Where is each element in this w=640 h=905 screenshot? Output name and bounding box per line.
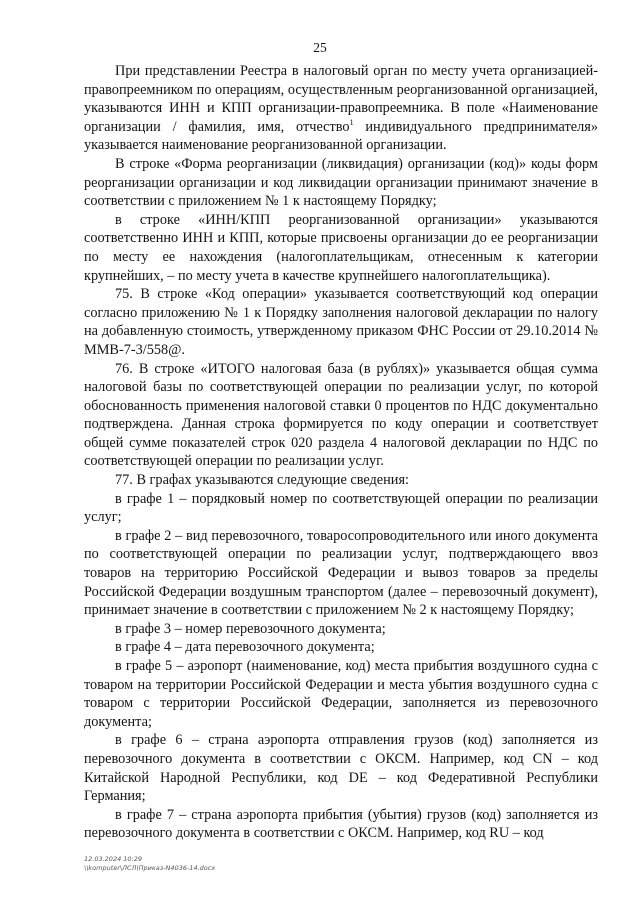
body-text [84, 62, 598, 843]
paragraph-inn-kpp: в строке «ИНН/КПП реорганизованной организации» указываются соответственно ИНН и КПП, которые присвоены организации до ее реорганизации по месту ее нахождения (налогоплательщикам, отнесенным к категории крупнейших, – по месту учета в качестве крупнейшего налогоплательщика). [84, 211, 598, 284]
paragraph-column-3: в графе 3 – номер перевозочного документа; [115, 620, 386, 637]
paragraph-registry-submission: При представлении Реестра в налоговый орган по месту учета организацией-правопреемником по операциям, осуществленным реорганизованной организацией, указываются ИНН и КПП организации-правопреемника. В поле «Наименование организации / фамилия, имя, отчество$^1$ индивидуального предпринимателя» указывается наименование реорганизованной организации. [84, 63, 598, 154]
paragraph-column-2: в графе 2 – вид перевозочного, товаросопроводительного или иного документа по соответствующей операции по реализации услуг, подтверждающего ввоз товаров на территорию Российской Федерации и вывоз товаров за пределы Российской Федерации воздушным транспортом (далее – перевозочный документ), принимает значение в соответствии с приложением № 2 к настоящему Порядку; [84, 527, 598, 619]
paragraph-77: 77. В графах указываются следующие сведения: [115, 472, 410, 489]
print-stamp [84, 855, 215, 873]
paragraph-column-4: в графе 4 – дата перевозочного документа; [115, 639, 375, 656]
paragraph-column-7: в графе 7 – страна аэропорта прибытия (убытия) грузов (код) заполняется из перевозочного документа в соответствии с ОКСМ. Например, код RU – код [84, 806, 598, 842]
paragraph-column-1: в графе 1 – порядковый номер по соответствующей операции по реализации услуг; [84, 490, 598, 526]
paragraph-76: 76. В строке «ИТОГО налоговая база (в рублях)» указывается общая сумма налоговой базы по соответствующей операции по реализации услуг, по которой обоснованность применения налоговой ставки 0 процентов по НДС документально подтверждена. Данная строка формируется по коду операции и соответствует общей сумме показателей строк 020 раздела 4 налоговой декларации по НДС по соответствующей операции по реализации услуг. [84, 360, 598, 470]
print-stamp-path: \\komputer\ЛСЛ\Приказ-N4036-14.docx [84, 864, 216, 872]
paragraph-reorganization-form: В строке «Форма реорганизации (ликвидация) организации (код)» коды форм реорганизации организации и код ликвидации организации принимают значение в соответствии с приложением № 1 к настоящему Порядку; [84, 155, 598, 210]
paragraph-column-6: в графе 6 – страна аэропорта отправления грузов (код) заполняется из перевозочного документа в соответствии с ОКСМ. Например, код CN – код Китайской Народной Республики, код DE – код Федеративной Республики Германия; [84, 732, 598, 805]
print-stamp-date: 12.03.2024 10:29 [84, 855, 143, 863]
page-number: 25 [313, 40, 327, 55]
paragraph-75: 75. В строке «Код операции» указывается соответствующий код операции согласно приложению № 1 к Порядку заполнения налоговой декларации по налогу на добавленную стоимость, утвержденному приказом ФНС России от 29.10.2014 № ММВ-7-3/558@. [84, 286, 598, 358]
paragraph-column-5: в графе 5 – аэропорт (наименование, код) места прибытия воздушного судна с товаром на территории Российской Федерации и места убытия воздушного судна с товаром с территории Российской Федерации, заполняется из перевозочного документа; [84, 658, 598, 730]
footnote-marker: 1 [349, 118, 354, 128]
